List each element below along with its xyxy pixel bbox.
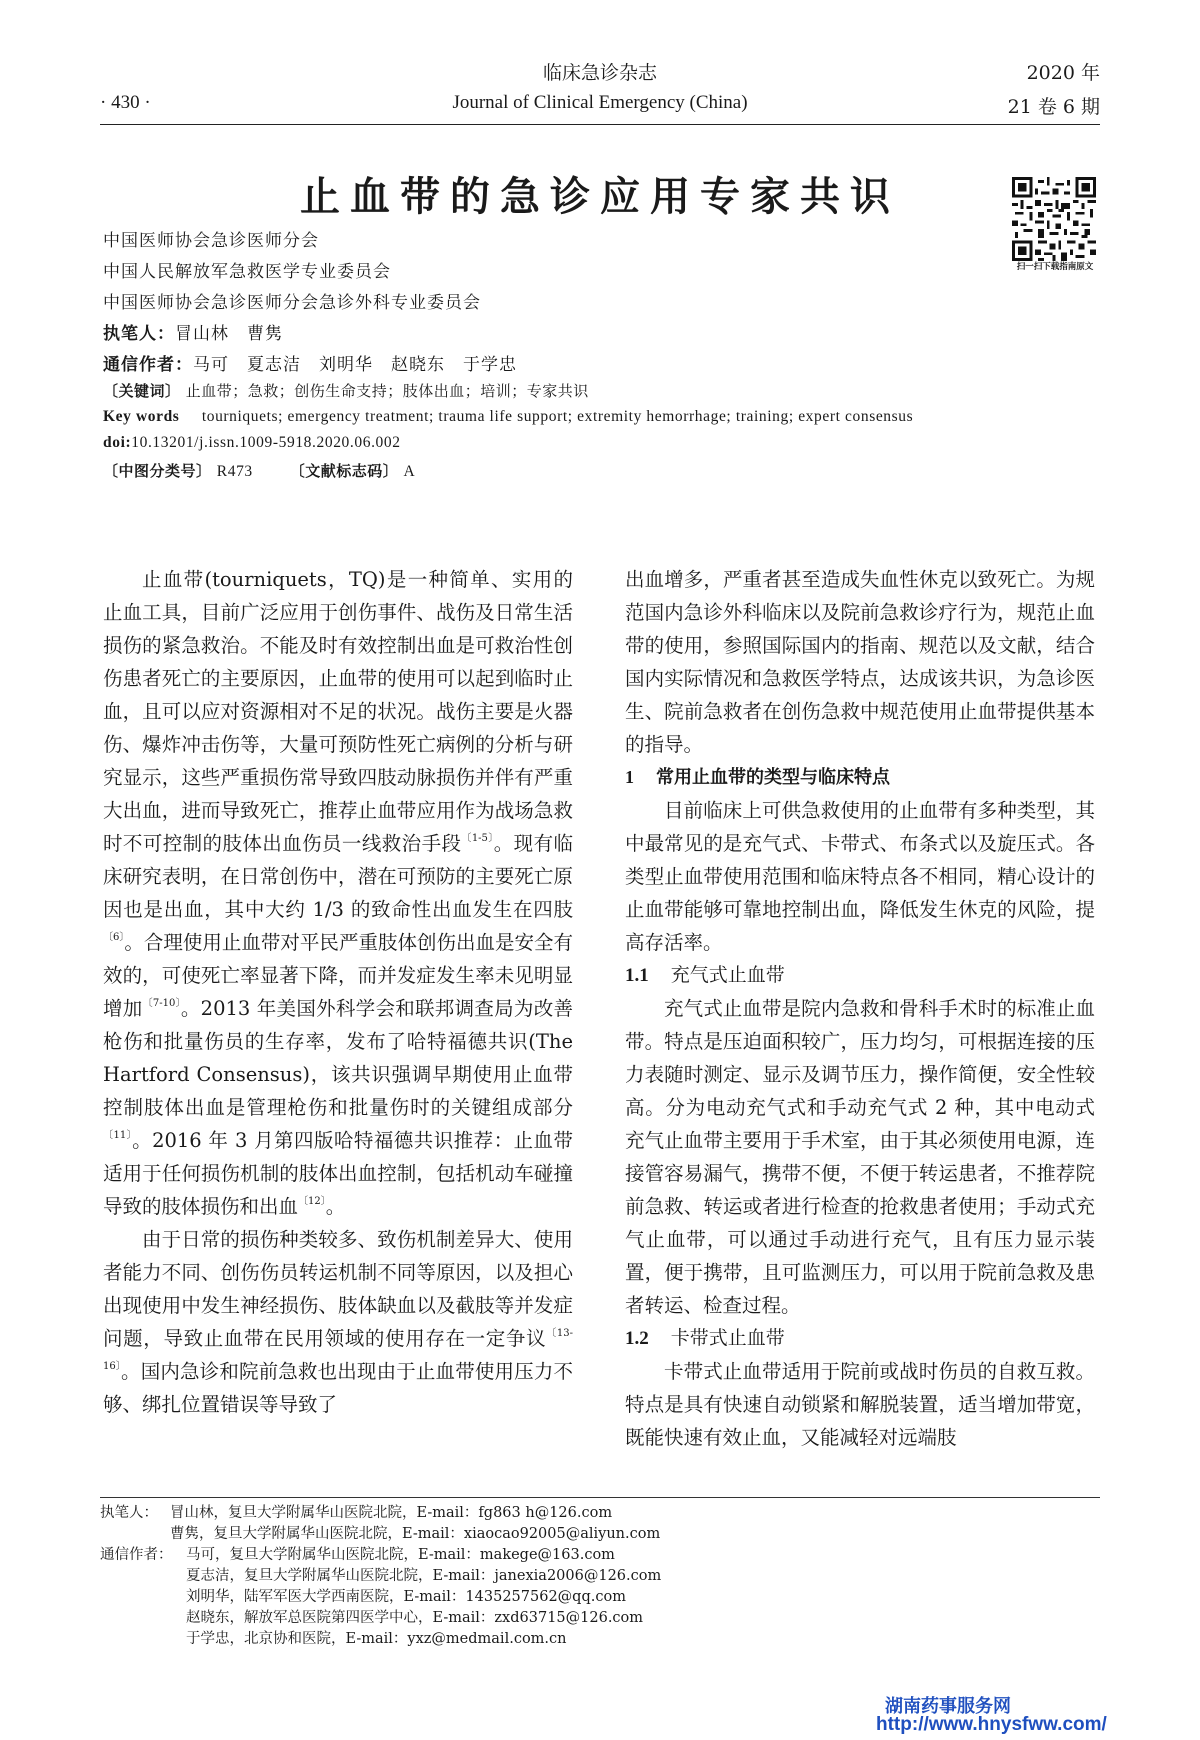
article-title: 止血带的急诊应用专家共识 — [300, 174, 900, 220]
writers-names: 冒山林 曹隽 — [175, 324, 283, 344]
doc-code-label: 〔文献标志码〕 — [289, 462, 399, 480]
citation[interactable]: 〔6〕 — [103, 932, 125, 943]
clc-value: R473 — [216, 463, 253, 480]
classification-line — [103, 460, 415, 481]
footnote-corr-1: 马可，复旦大学附属华山医院北院，E-mail：makege@163.com — [186, 1547, 615, 1563]
corresponding-label: 通信作者： — [103, 355, 193, 375]
affiliation-3: 中国医师协会急诊医师分会急诊外科专业委员会 — [103, 293, 481, 313]
volume-issue: 21 卷 6 期 — [1007, 96, 1100, 118]
footnote-corr-label: 通信作者： — [100, 1547, 173, 1563]
doi-line — [103, 434, 401, 452]
paragraph: 止血带(tourniquets，TQ)是一种简单、实用的止血工具，目前广泛应用于创伤事件、战伤及日常生活损伤的紧急救治。不能及时有效控制出血是可救治性创伤患者死亡的主要原因，止血带的使用可以起到临时止血，且可以应对资源相对不足的状况。战伤主要是火器伤、爆炸冲击伤等，大量可预防性死亡病例的分析与研究显示，这些严重损伤常导致四肢动脉损伤并伴有严重大出血，进而导致死亡，推荐止血带应用作为战场急救时不可控制的肢体出血伤员一线救治手段$^{〔1-5〕}$。现有临床研究表明，在日常创伤中，潜在可预防的主要死亡原因也是出血，其中大约 1/3 的致命性出血发生在四肢$^{〔6〕}$。合理使用止血带对平民严重肢体创伤出血是安全有效的，可使死亡率显著下降，而并发症发生率未见明显增加$^{〔7-10〕}$。2013 年美国外科学会和联邦调查局为改善枪伤和批量伤员的生存率，发布了哈特福德共识(The Hartford Consensus)，该共识强调早期使用止血带控制肢体出血是管理枪伤和批量伤时的关键组成部分$^{〔11〕}$。2016 年 3 月第四版哈特福德共识推荐：止血带适用于任何损伤机制的肢体出血控制，包括机动车碰撞导致的肢体损伤和出血$^{〔12〕}$。 — [103, 568, 573, 1218]
section-heading: 1 常用止血带的类型与临床特点 — [625, 767, 890, 788]
watermark-name: 湖南药事服务网 — [885, 1696, 1011, 1716]
journal-name-en: Journal of Clinical Emergency (China) — [452, 92, 748, 113]
keywords-cn-label: 〔关键词〕 — [103, 382, 181, 400]
keywords-cn-line — [103, 380, 589, 401]
citation[interactable]: 〔13-16〕 — [103, 1328, 573, 1372]
qr-caption: 扫一扫下载指南原文 — [1016, 262, 1094, 272]
citation[interactable]: 〔12〕 — [298, 1196, 326, 1207]
paragraph: 出血增多，严重者甚至造成失血性休克以致死亡。为规范国内急诊外科临床以及院前急救诊疗行为，规范止血带的使用，参照国际国内的指南、规范以及文献，结合国内实际情况和急救医学特点，达成该共识，为急诊医生、院前急救者在创伤急救中规范使用止血带提供基本的指导。 — [625, 568, 1095, 756]
doi-value[interactable]: 10.13201/j.issn.1009-5918.2020.06.002 — [131, 434, 401, 451]
subsection-heading: 1.2 卡带式止血带 — [625, 1327, 785, 1349]
keywords-en-line — [103, 408, 913, 426]
writers-line — [103, 319, 283, 344]
paragraph: 由于日常的损伤种类较多、致伤机制差异大、使用者能力不同、创伤伤员转运机制不同等原因，以及担心出现使用中发生神经损伤、肢体缺血以及截肢等并发症问题，导致止血带在民用领域的使用存在一定争议$^{〔13-16〕}$。国内急诊和院前急救也出现由于止血带使用压力不够、绑扎位置错误等导致了 — [103, 1228, 573, 1416]
header-divider — [100, 124, 1100, 125]
footnote-corr-5: 于学忠，北京协和医院，E-mail：yxz@medmail.com.cn — [186, 1631, 567, 1647]
footnote-divider — [100, 1497, 1100, 1498]
citation[interactable]: 〔11〕 — [103, 1130, 133, 1141]
keywords-cn: 止血带；急救；创伤生命支持；肢体出血；培训；专家共识 — [185, 382, 589, 400]
citation[interactable]: 〔1-5〕 — [461, 833, 494, 844]
body-column-right — [625, 563, 1095, 1454]
body-column-left — [103, 563, 573, 1421]
page-number: · 430 · — [100, 92, 151, 113]
corresponding-names: 马可 夏志洁 刘明华 赵晓东 于学忠 — [193, 355, 517, 375]
doi-label: doi: — [103, 434, 132, 451]
subsection-heading: 1.1 充气式止血带 — [625, 964, 785, 986]
keywords-en-label: Key words — [103, 408, 180, 425]
paragraph: 卡带式止血带适用于院前或战时伤员的自救互救。特点是具有快速自动锁紧和解脱装置，适当增加带宽，既能快速有效止血，又能减轻对远端肢 — [625, 1360, 1095, 1449]
footnote-writer-label: 执笔人： — [100, 1505, 158, 1521]
publication-year: 2020 年 — [1026, 62, 1100, 84]
footnote-corr-3: 刘明华，陆军军医大学西南医院，E-mail：1435257562@qq.com — [186, 1589, 626, 1605]
corresponding-line — [103, 350, 517, 375]
paragraph: 充气式止血带是院内急救和骨科手术时的标准止血带。特点是压迫面积较广，压力均匀，可根据连接的压力表随时测定、显示及调节压力，操作简便，安全性较高。分为电动充气式和手动充气式 2 种，其中电动式充气止血带主要用于手术室，由于其必须使用电源，连接管容易漏气，携带不便，不便于转运患者，不推荐院前急救、转运或者进行检查的抢救患者使用；手动式充气止血带，可以通过手动进行充气，且有压力显示装置，便于携带，且可监测压力，可以用于院前急救及患者转运、检查过程。 — [625, 997, 1095, 1317]
footnote-corr-2: 夏志洁，复旦大学附属华山医院北院，E-mail：janexia2006@126.com — [186, 1568, 662, 1584]
keywords-en: tourniquets; emergency treatment; trauma life support; extremity hemorrhage; training; expert consensus — [201, 408, 914, 425]
journal-name-cn: 临床急诊杂志 — [542, 62, 657, 84]
citation[interactable]: 〔7-10〕 — [142, 998, 181, 1009]
affiliation-1: 中国医师协会急诊医师分会 — [103, 231, 319, 251]
paragraph: 目前临床上可供急救使用的止血带有多种类型，其中最常见的是充气式、卡带式、布条式以及旋压式。各类型止血带使用范围和临床特点各不相同，精心设计的止血带能够可靠地控制出血，降低发生休克的风险，提高存活率。 — [625, 799, 1095, 954]
footnote-corr-4: 赵晓东，解放军总医院第四医学中心，E-mail：zxd63715@126.com — [186, 1610, 644, 1626]
affiliation-2: 中国人民解放军急救医学专业委员会 — [103, 262, 391, 282]
footnote-writer-1: 冒山林，复旦大学附属华山医院北院，E-mail：fg863 h@126.com — [170, 1505, 613, 1521]
clc-label: 〔中图分类号〕 — [103, 462, 212, 480]
writers-label: 执笔人： — [103, 324, 175, 344]
watermark-url[interactable]: http://www.hnysfww.com/ — [876, 1714, 1107, 1735]
doc-code-value: A — [403, 463, 416, 480]
qr-code-icon[interactable] — [1012, 177, 1096, 261]
footnote-writer-2: 曹隽，复旦大学附属华山医院北院，E-mail：xiaocao92005@aliyun.com — [170, 1526, 661, 1542]
